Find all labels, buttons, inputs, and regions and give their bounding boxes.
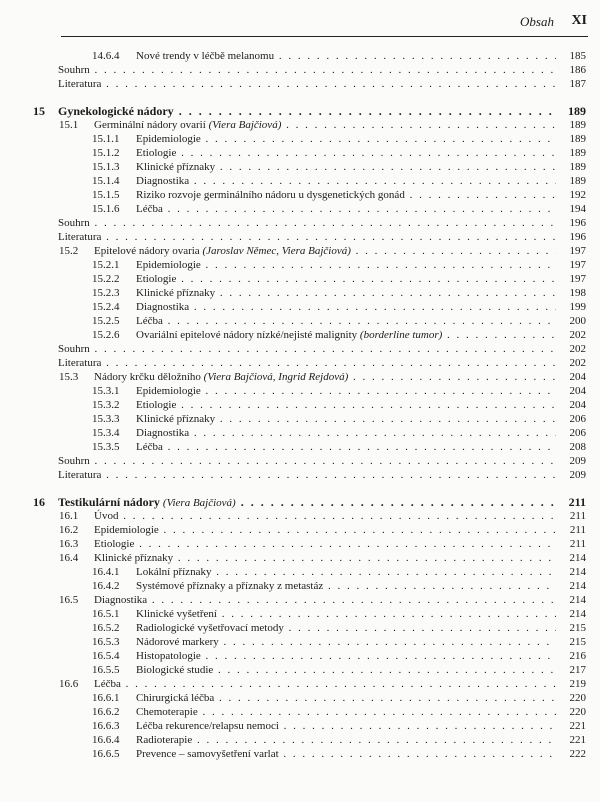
toc-title bbox=[94, 244, 556, 258]
toc-title-text: Germinální nádory ovarií bbox=[94, 119, 206, 131]
toc-number: 16.1 bbox=[59, 510, 79, 522]
toc-number: 16.6.5 bbox=[92, 748, 120, 760]
toc-row bbox=[0, 537, 600, 551]
toc-title bbox=[136, 635, 556, 649]
toc-page-number: 196 bbox=[569, 231, 586, 243]
toc-title-text: Léčba bbox=[136, 315, 163, 327]
toc-title bbox=[58, 454, 556, 468]
toc-title-text: Chirurgická léčba bbox=[136, 692, 215, 704]
toc-page-number: 220 bbox=[569, 692, 586, 704]
toc-number: 15.3.2 bbox=[92, 399, 120, 411]
toc-title bbox=[94, 677, 556, 691]
toc-page-number: 189 bbox=[568, 104, 586, 118]
toc-page-number: 202 bbox=[569, 357, 586, 369]
toc-title bbox=[136, 649, 556, 663]
toc-row bbox=[0, 132, 600, 146]
toc-number: 15.1.5 bbox=[92, 189, 120, 201]
toc-page-number: 202 bbox=[569, 343, 586, 355]
toc-title-text: Léčba bbox=[136, 203, 163, 215]
toc-number: 15.1.4 bbox=[92, 175, 120, 187]
toc-number: 16.6.1 bbox=[92, 692, 120, 704]
toc-page-number: 206 bbox=[569, 427, 586, 439]
toc-row bbox=[0, 160, 600, 174]
toc-row bbox=[0, 314, 600, 328]
toc-row bbox=[0, 384, 600, 398]
toc-title-text: Nové trendy v léčbě melanomu bbox=[136, 50, 275, 62]
toc-number: 14.6.4 bbox=[92, 50, 120, 62]
toc-page-number: 186 bbox=[569, 64, 586, 76]
toc-title-text: Diagnostika bbox=[94, 594, 148, 606]
toc-page-number: 202 bbox=[569, 329, 586, 341]
toc-title-text: Léčba bbox=[136, 441, 163, 453]
toc-title bbox=[58, 104, 556, 118]
toc-row bbox=[0, 663, 600, 677]
toc-title-text: Léčba rekurence/relapsu nemoci bbox=[136, 720, 279, 732]
toc-row bbox=[0, 705, 600, 719]
toc-title bbox=[58, 63, 556, 77]
toc-title bbox=[136, 565, 556, 579]
toc-title bbox=[58, 495, 556, 510]
toc-number: 15.3.1 bbox=[92, 385, 120, 397]
toc-row bbox=[0, 747, 600, 761]
toc-number: 16.5.4 bbox=[92, 650, 120, 662]
toc-title-text: Epidemiologie bbox=[136, 259, 201, 271]
toc-title bbox=[136, 747, 556, 761]
toc-page-number: 197 bbox=[569, 259, 586, 271]
toc-author: (Viera Bajčiová, Ingrid Rejdová) bbox=[203, 371, 349, 383]
toc-title-text: Souhrn bbox=[58, 343, 90, 355]
toc-row bbox=[0, 593, 600, 607]
toc-title bbox=[136, 384, 556, 398]
toc-row bbox=[0, 454, 600, 468]
toc-number: 15.1.2 bbox=[92, 147, 120, 159]
toc-title-text: Literatura bbox=[58, 78, 102, 90]
toc-title-text: Klinické příznaky bbox=[94, 552, 174, 564]
toc-title bbox=[94, 509, 556, 523]
toc-row bbox=[0, 440, 600, 454]
toc-title-text: Riziko rozvoje germinálního nádoru u dysgenetických gonád bbox=[136, 189, 405, 201]
toc-title bbox=[136, 440, 556, 454]
toc-number: 16.4 bbox=[59, 552, 79, 564]
toc-page-number: 214 bbox=[569, 552, 586, 564]
toc-row bbox=[0, 146, 600, 160]
toc-title bbox=[136, 286, 556, 300]
toc-page-number: 214 bbox=[569, 608, 586, 620]
toc-number: 16.5.1 bbox=[92, 608, 120, 620]
toc-title bbox=[58, 230, 556, 244]
toc-page-number: 220 bbox=[569, 706, 586, 718]
toc-number: 16.5.3 bbox=[92, 636, 120, 648]
toc-page-number: 208 bbox=[569, 441, 586, 453]
toc-page-number: 192 bbox=[569, 189, 586, 201]
toc-title bbox=[136, 691, 556, 705]
toc-row bbox=[0, 607, 600, 621]
toc-number: 15.1 bbox=[59, 119, 79, 131]
toc-row bbox=[0, 118, 600, 132]
toc-title bbox=[58, 216, 556, 230]
toc-page-number: 214 bbox=[569, 580, 586, 592]
toc-author: (borderline tumor) bbox=[359, 329, 443, 341]
toc-title bbox=[136, 49, 556, 63]
toc-title-text: Léčba bbox=[94, 678, 121, 690]
toc-title bbox=[136, 733, 556, 747]
toc-title-text: Etiologie bbox=[136, 147, 177, 159]
toc-title-text: Ovariální epitelové nádory nízké/nejisté malignity bbox=[136, 329, 358, 341]
toc-title bbox=[94, 370, 556, 384]
toc-title-text: Prevence – samovyšetření varlat bbox=[136, 748, 279, 760]
toc-page-number: 204 bbox=[569, 399, 586, 411]
toc-number: 15.2.2 bbox=[92, 273, 120, 285]
toc-page-number: 189 bbox=[569, 175, 586, 187]
toc-title-text: Diagnostika bbox=[136, 301, 190, 313]
toc-author: (Viera Bajčiová) bbox=[162, 497, 236, 509]
toc-title bbox=[94, 118, 556, 132]
toc-title-text: Lokální příznaky bbox=[136, 566, 212, 578]
toc-title-text: Diagnostika bbox=[136, 427, 190, 439]
toc-row bbox=[0, 230, 600, 244]
toc-page-number: 215 bbox=[569, 636, 586, 648]
toc-number: 16.6 bbox=[59, 678, 79, 690]
toc-page-number: 185 bbox=[569, 50, 586, 62]
toc-row bbox=[0, 356, 600, 370]
toc-title-text: Literatura bbox=[58, 469, 102, 481]
toc-row bbox=[0, 398, 600, 412]
toc-title-text: Souhrn bbox=[58, 217, 90, 229]
toc-title bbox=[136, 607, 556, 621]
toc-row bbox=[0, 551, 600, 565]
toc-row bbox=[0, 174, 600, 188]
toc-number: 16.6.3 bbox=[92, 720, 120, 732]
toc-title-text: Souhrn bbox=[58, 64, 90, 76]
toc-title-text: Epidemiologie bbox=[136, 133, 201, 145]
toc-number: 15.3.5 bbox=[92, 441, 120, 453]
toc-page-number: 204 bbox=[569, 371, 586, 383]
toc-row bbox=[0, 77, 600, 91]
toc-page-number: 214 bbox=[569, 566, 586, 578]
toc-page-number: 214 bbox=[569, 594, 586, 606]
toc-title-text: Literatura bbox=[58, 357, 102, 369]
toc-title-text: Epitelové nádory ovaria bbox=[94, 245, 200, 257]
toc-page-number: 198 bbox=[569, 287, 586, 299]
toc-title bbox=[58, 356, 556, 370]
toc-page-number: 204 bbox=[569, 385, 586, 397]
toc-title bbox=[136, 272, 556, 286]
toc-page-number: 189 bbox=[569, 119, 586, 131]
toc-row bbox=[0, 188, 600, 202]
toc-row bbox=[0, 635, 600, 649]
header-page-number: XI bbox=[571, 13, 587, 28]
toc-page-number: 196 bbox=[569, 217, 586, 229]
toc-page-number: 197 bbox=[569, 273, 586, 285]
toc-number: 15.1.6 bbox=[92, 203, 120, 215]
toc-row bbox=[0, 342, 600, 356]
toc-row bbox=[0, 565, 600, 579]
toc-number: 16.5.5 bbox=[92, 664, 120, 676]
toc-title-text: Klinické příznaky bbox=[136, 161, 216, 173]
toc-number: 15.1.3 bbox=[92, 161, 120, 173]
toc-title bbox=[94, 537, 556, 551]
toc-row bbox=[0, 621, 600, 635]
toc-author: (Viera Bajčiová) bbox=[208, 119, 282, 131]
toc-chapter-row bbox=[0, 495, 600, 509]
toc-title-text: Klinické příznaky bbox=[136, 413, 216, 425]
toc-page-number: 194 bbox=[569, 203, 586, 215]
toc-page-number: 200 bbox=[569, 315, 586, 327]
toc-number: 15.2.1 bbox=[92, 259, 120, 271]
toc-title-text: Radiologické vyšetřovací metody bbox=[136, 622, 284, 634]
toc-number: 15.2.3 bbox=[92, 287, 120, 299]
toc-title bbox=[58, 342, 556, 356]
toc-title bbox=[94, 523, 556, 537]
toc-number: 15.1.1 bbox=[92, 133, 120, 145]
toc-page-number: 189 bbox=[569, 147, 586, 159]
header-section-title: Obsah bbox=[520, 14, 554, 29]
toc-page-number: 211 bbox=[569, 524, 586, 536]
toc-number: 16.2 bbox=[59, 524, 79, 536]
toc-row bbox=[0, 509, 600, 523]
toc-title-text: Epidemiologie bbox=[94, 524, 159, 536]
toc-number: 16.5.2 bbox=[92, 622, 120, 634]
toc-row bbox=[0, 63, 600, 77]
toc-page-number: 211 bbox=[568, 495, 586, 509]
toc-title bbox=[136, 719, 556, 733]
toc-page-number: 206 bbox=[569, 413, 586, 425]
toc-title bbox=[94, 551, 556, 565]
toc-page-number: 189 bbox=[569, 161, 586, 173]
toc-title-text: Radioterapie bbox=[136, 734, 193, 746]
toc-title bbox=[58, 77, 556, 91]
toc-page-number: 187 bbox=[569, 78, 586, 90]
toc-title-text: Biologické studie bbox=[136, 664, 214, 676]
toc-title bbox=[136, 621, 556, 635]
toc-number: 16.4.1 bbox=[92, 566, 120, 578]
toc-row bbox=[0, 370, 600, 384]
toc-title bbox=[136, 663, 556, 677]
toc-page-number: 217 bbox=[569, 664, 586, 676]
toc-title bbox=[136, 579, 556, 593]
toc-page-number: 209 bbox=[569, 469, 586, 481]
toc-title-text: Testikulární nádory bbox=[58, 495, 160, 509]
toc-title bbox=[136, 328, 556, 342]
toc-number: 15.3 bbox=[59, 371, 79, 383]
toc-title bbox=[136, 398, 556, 412]
toc-page-number: 215 bbox=[569, 622, 586, 634]
toc-title bbox=[136, 300, 556, 314]
toc-title-text: Nádorové markery bbox=[136, 636, 219, 648]
toc-number: 15.3.3 bbox=[92, 413, 120, 425]
toc-title-text: Gynekologické nádory bbox=[58, 104, 174, 118]
toc-row bbox=[0, 523, 600, 537]
toc-author: (Jaroslav Němec, Viera Bajčiová) bbox=[202, 245, 351, 257]
toc-title-text: Diagnostika bbox=[136, 175, 190, 187]
toc-page-number: 211 bbox=[569, 538, 586, 550]
toc-title bbox=[58, 468, 556, 482]
toc-row bbox=[0, 202, 600, 216]
toc-number: 16.5 bbox=[59, 594, 79, 606]
toc-number: 16 bbox=[33, 495, 45, 509]
toc-title bbox=[94, 593, 556, 607]
toc-title-text: Systémové příznaky a příznaky z metastáz bbox=[136, 580, 324, 592]
toc-title bbox=[136, 132, 556, 146]
toc-title bbox=[136, 426, 556, 440]
toc-page-number: 219 bbox=[569, 678, 586, 690]
toc-title bbox=[136, 412, 556, 426]
toc-title bbox=[136, 705, 556, 719]
toc-title-text: Klinické vyšetření bbox=[136, 608, 217, 620]
toc-number: 15.3.4 bbox=[92, 427, 120, 439]
toc-title-text: Chemoterapie bbox=[136, 706, 198, 718]
toc-row bbox=[0, 579, 600, 593]
toc-title bbox=[136, 188, 556, 202]
toc-row bbox=[0, 691, 600, 705]
toc-title bbox=[136, 202, 556, 216]
toc-number: 15 bbox=[33, 104, 45, 118]
toc-number: 15.2.4 bbox=[92, 301, 120, 313]
toc-title-text: Histopatologie bbox=[136, 650, 201, 662]
toc-page-number: 197 bbox=[569, 245, 586, 257]
toc-row bbox=[0, 468, 600, 482]
toc-title bbox=[136, 258, 556, 272]
toc-row bbox=[0, 649, 600, 663]
toc-title-text: Literatura bbox=[58, 231, 102, 243]
toc-page-number: 216 bbox=[569, 650, 586, 662]
toc-row bbox=[0, 49, 600, 63]
toc-row bbox=[0, 300, 600, 314]
toc-title-text: Etiologie bbox=[136, 273, 177, 285]
toc-number: 15.2.6 bbox=[92, 329, 120, 341]
toc-row bbox=[0, 328, 600, 342]
toc-number: 15.2 bbox=[59, 245, 79, 257]
toc-page-number: 199 bbox=[569, 301, 586, 313]
toc-title bbox=[136, 174, 556, 188]
toc-page-number: 211 bbox=[569, 510, 586, 522]
toc-row bbox=[0, 286, 600, 300]
toc-number: 16.6.2 bbox=[92, 706, 120, 718]
toc-title-text: Etiologie bbox=[94, 538, 135, 550]
toc-row bbox=[0, 719, 600, 733]
toc-number: 16.6.4 bbox=[92, 734, 120, 746]
toc-title bbox=[136, 160, 556, 174]
toc-row bbox=[0, 244, 600, 258]
toc-page-number: 221 bbox=[569, 734, 586, 746]
toc-title bbox=[136, 146, 556, 160]
toc-row bbox=[0, 733, 600, 747]
toc-title-text: Souhrn bbox=[58, 455, 90, 467]
toc-number: 15.2.5 bbox=[92, 315, 120, 327]
toc-row bbox=[0, 216, 600, 230]
toc-title-text: Úvod bbox=[94, 510, 119, 522]
toc-row bbox=[0, 426, 600, 440]
toc-row bbox=[0, 677, 600, 691]
toc-title-text: Etiologie bbox=[136, 399, 177, 411]
toc-title-text: Epidemiologie bbox=[136, 385, 201, 397]
toc-page-number: 221 bbox=[569, 720, 586, 732]
toc-title-text: Klinické příznaky bbox=[136, 287, 216, 299]
toc-row bbox=[0, 272, 600, 286]
toc-title-text: Nádory krčku děložního bbox=[94, 371, 201, 383]
toc-number: 16.3 bbox=[59, 538, 79, 550]
toc-chapter-row bbox=[0, 104, 600, 118]
toc-page-number: 189 bbox=[569, 133, 586, 145]
toc-page-number: 209 bbox=[569, 455, 586, 467]
toc-row bbox=[0, 258, 600, 272]
toc-page-number: 222 bbox=[569, 748, 586, 760]
toc-title bbox=[136, 314, 556, 328]
toc-number: 16.4.2 bbox=[92, 580, 120, 592]
toc-row bbox=[0, 412, 600, 426]
